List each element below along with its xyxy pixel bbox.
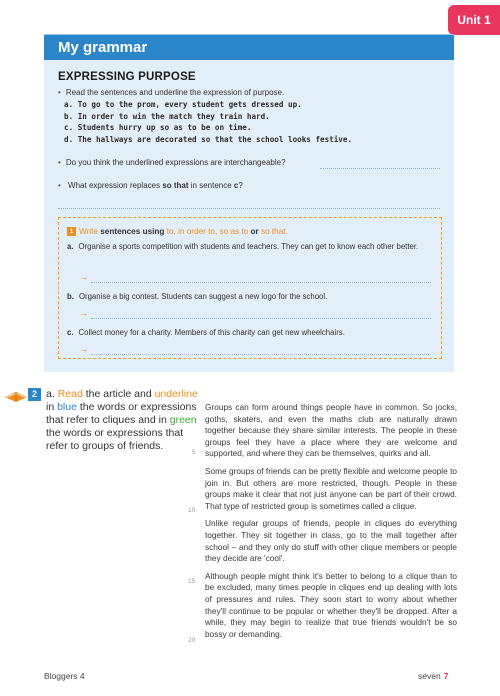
answer-line-c[interactable]: [91, 354, 431, 355]
line-number: 20: [188, 637, 196, 644]
article-paragraph: Some groups of friends can be pretty flexible and welcome people to join in. But others are more restricted, though. People in these groups make it clear that not just anyone can be part of their crowd. That type of restricted group is sometimes called a clique.: [205, 465, 457, 511]
question-instruction: a. Read the article and underline in blue the words or expressions that refer to cliques and in green the words or expressions that refer to groups of friends.: [46, 388, 198, 452]
article-paragraph: Unlike regular groups of friends, people in cliques do everything together. They sit together in class, go to the mall together after school – and they only do stuff with other clique members or people they decide are 'cool'.: [205, 518, 457, 564]
arrow-icon: →: [79, 308, 88, 318]
section-title: EXPRESSING PURPOSE: [58, 71, 196, 83]
answer-line[interactable]: [58, 208, 440, 209]
exercise-number: 1: [67, 227, 76, 236]
answer-line-b[interactable]: [91, 318, 431, 319]
line-number: 5: [192, 449, 196, 456]
grammar-box: [44, 34, 454, 372]
article: [205, 402, 457, 646]
footer-page-number: seven 7: [418, 671, 449, 681]
task-a: a. Organise a sports competition with students and teachers. They can get to know each other better.: [67, 242, 419, 251]
grammar-header: My grammar: [44, 35, 454, 60]
instruction-text: • Read the sentences and underline the expression of purpose.: [58, 88, 284, 97]
question-replaces: • What expression replaces so that in sentence c?: [58, 181, 243, 190]
line-number: 15: [188, 578, 196, 585]
exercise-title: 1 Write sentences using to, in order to, so as to or so that.: [67, 227, 288, 236]
arrow-icon: →: [79, 272, 88, 282]
sentence-list: [64, 99, 352, 145]
question-number: 2: [28, 388, 41, 401]
sentence-a: a. To go to the prom, every student gets dressed up.: [64, 100, 302, 109]
line-number: 10: [188, 507, 196, 514]
exercise-box: [58, 217, 442, 359]
answer-line-a[interactable]: [91, 282, 431, 283]
task-b: b. Organise a big contest. Students can suggest a new logo for the school.: [67, 292, 328, 301]
answer-line[interactable]: [320, 168, 440, 169]
book-icon: [4, 391, 28, 403]
sentence-c: c. Students hurry up so as to be on time.: [64, 123, 252, 133]
unit-tab: Unit 1: [448, 5, 500, 35]
arrow-icon: →: [79, 344, 88, 354]
article-paragraph: Groups can form around things people have in common. So jocks, goths, skaters, and even the maths club are naturally drawn together because they share similar interests. The people in these groups feel they have a place where they are welcome and supported, and where they can be themselves, quirks and all.: [205, 402, 457, 459]
article-paragraph: Although people might think it's better to belong to a clique than to be excluded, many times people in cliques end up dealing with lots of pressures and rules. They soon start to worry about whether they'll continue to be popular or whether they'll be dropped. After a while, they may begin to realize that true friends wouldn't be so bossy or demanding.: [205, 570, 457, 639]
footer-book-title: Bloggers 4: [44, 671, 85, 681]
task-c: c. Collect money for a charity. Members of this charity can get new wheelchairs.: [67, 328, 345, 337]
sentence-b: b. In order to win the match they train hard.: [64, 111, 270, 121]
sentence-d: d. The hallways are decorated so that the school looks festive.: [64, 134, 353, 144]
question-interchangeable: • Do you think the underlined expressions are interchangeable?: [58, 158, 286, 167]
